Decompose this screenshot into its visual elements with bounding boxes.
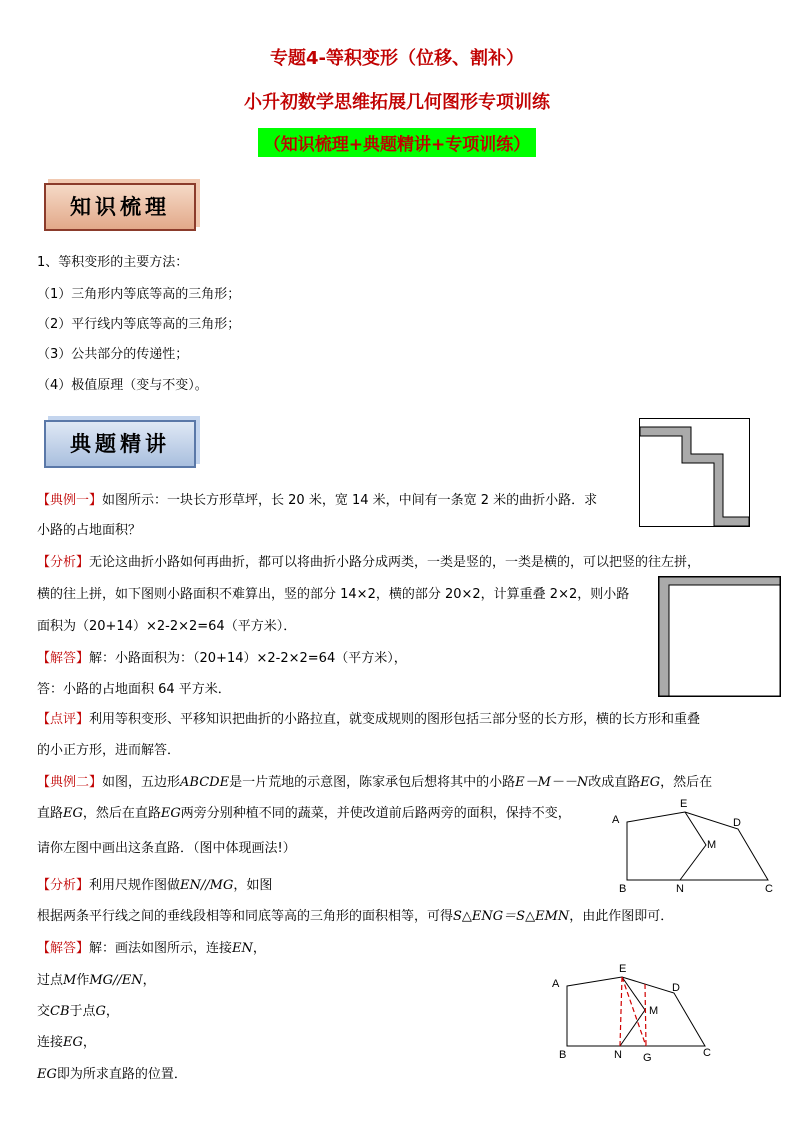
- ex2-s1-math: EN: [232, 941, 253, 956]
- methods-intro: 1、等积变形的主要方法：: [37, 255, 189, 270]
- ex2-s2-math: MG//EN: [89, 973, 143, 988]
- ex2-s3-g: G: [95, 1004, 106, 1019]
- label-C: C: [765, 883, 773, 895]
- ex2-analysis-line2: [37, 908, 673, 926]
- sol-label-N: N: [614, 1049, 622, 1061]
- rearranged-outline: [659, 577, 781, 697]
- ex2-s5-math: EG: [37, 1067, 57, 1082]
- label-E: E: [680, 798, 688, 810]
- label-D: D: [733, 817, 741, 829]
- ex1-question-line1: [37, 492, 597, 510]
- method-item-1: （1）三角形内等底等高的三角形；: [37, 287, 241, 302]
- ex2-q1-post: 改成直路: [588, 775, 641, 790]
- pentagon-outline: [627, 812, 768, 880]
- ex1-comment-tag: 【点评】: [37, 712, 90, 727]
- ex1-analysis-line2: 横的往上拼，如下图则小路面积不难算出，竖的部分 14×2，横的部分 20×2，计算重叠 2×2，则小路: [37, 587, 630, 602]
- ex2-a1-post: ，如图: [233, 878, 273, 893]
- method-item-3: （3）公共部分的传递性；: [37, 347, 189, 362]
- ex2-s2-m: M: [63, 973, 77, 988]
- solution-pentagon-outline: [567, 977, 705, 1046]
- ex2-s3-mid: 于点: [69, 1004, 96, 1019]
- ex2-pentagon-name: ABCDE: [180, 775, 230, 790]
- ex2-s4-pre: 连接: [37, 1035, 64, 1050]
- ex2-analysis-tag: 【分析】: [37, 878, 90, 893]
- ex2-s4-post: ，: [82, 1035, 96, 1050]
- ex1-solution-tag: 【解答】: [37, 651, 90, 666]
- figure-lawn-zigzag-path: [639, 418, 750, 527]
- ex2-question-line2: [37, 805, 571, 823]
- ex2-s2-post: ，: [142, 973, 156, 988]
- line-MG: [645, 984, 646, 1046]
- method-item-4: （4）极值原理（变与不变）。: [37, 378, 208, 393]
- ex2-question-line1: [37, 774, 712, 792]
- ex1-analysis-line3: 面积为（20+14）×2-2×2=64（平方米）．: [37, 619, 297, 634]
- ex2-question-line3: 请你左图中画出这条直路．（图中体现画法!）: [37, 841, 296, 856]
- ex2-a2-math: S△ENG＝S△EMN: [453, 909, 570, 924]
- ex2-tag: 【典例二】: [37, 775, 103, 790]
- ex2-solution-line4: [37, 1034, 96, 1052]
- sol-label-B: B: [559, 1049, 567, 1061]
- ex2-solution-line5: [37, 1066, 187, 1084]
- ex2-solution-line2: [37, 972, 156, 990]
- method-item-2: （2）平行线内等底等高的三角形；: [37, 317, 241, 332]
- ex2-a1-math: EN//MG: [180, 878, 234, 893]
- label-N: N: [676, 883, 684, 895]
- ex1-solution-line1: [37, 650, 407, 668]
- ex2-solution-line1: [37, 940, 266, 958]
- sol-label-G: G: [643, 1052, 652, 1064]
- sol-label-E: E: [619, 963, 627, 975]
- sol-label-A: A: [552, 978, 560, 990]
- ex2-q2-post: 两旁分别种植不同的蔬菜，并使改道前后路两旁的面积，保持不变，: [180, 806, 571, 821]
- ex1-comment-text1: 利用等积变形、平移知识把曲折的小路拉直，就变成规则的图形包括三部分竖的长方形，横的长方形和重叠: [89, 712, 701, 727]
- ex2-s3-pre: 交: [37, 1004, 51, 1019]
- sol-label-D: D: [672, 982, 680, 994]
- ex2-eg-3: EG: [160, 806, 181, 821]
- ex2-s3-post: ，: [105, 1004, 119, 1019]
- ex2-q2-mid: ，然后在直路: [82, 806, 161, 821]
- label-A: A: [612, 814, 620, 826]
- sol-label-C: C: [703, 1047, 711, 1059]
- section-label-examples: 典题精讲: [44, 420, 196, 468]
- ex2-s3-cb: CB: [50, 1004, 70, 1019]
- ex2-solution-tag: 【解答】: [37, 941, 90, 956]
- figure-pentagon-path: [608, 792, 782, 898]
- doc-tagline: （知识梳理+典题精讲+专项训练）: [258, 128, 537, 157]
- label-B: B: [619, 883, 627, 895]
- doc-tagline-wrap: [0, 128, 794, 157]
- sol-label-M: M: [649, 1005, 659, 1017]
- figure-solution-construction: [548, 960, 722, 1066]
- line-EN: [620, 977, 622, 1046]
- solution-winding-road: [620, 977, 645, 1046]
- ex2-eg-2: EG: [63, 806, 83, 821]
- ex2-analysis-line1: [37, 877, 272, 895]
- ex1-analysis-tag: 【分析】: [37, 555, 90, 570]
- label-M: M: [707, 839, 717, 851]
- ex1-question-line2: 小路的占地面积？: [37, 523, 142, 538]
- winding-road: [680, 812, 706, 880]
- ex2-solution-line3: [37, 1003, 119, 1021]
- doc-title: 专题4-等积变形（位移、割补）: [270, 48, 524, 69]
- ex2-s5-post: 即为所求直路的位置．: [56, 1067, 187, 1082]
- ex1-tag: 【典例一】: [37, 493, 103, 508]
- ex1-solution-text1: 解：小路面积为：（20+14）×2-2×2=64（平方米），: [89, 651, 407, 666]
- section-label-knowledge: 知识梳理: [44, 183, 196, 231]
- ex2-a2-post: ，由此作图即可．: [569, 909, 674, 924]
- ex2-s1-post: ，: [252, 941, 266, 956]
- line-EG: [622, 977, 646, 1046]
- doc-subtitle: 小升初数学思维拓展几何图形专项训练: [244, 92, 550, 113]
- ex2-path-name: E－M－－N: [515, 775, 589, 790]
- ex1-analysis-line1: [37, 554, 700, 572]
- ex2-a1-pre: 利用尺规作图做: [89, 878, 181, 893]
- ex1-question-text1: 如图所示：一块长方形草坪，长 20 米，宽 14 米，中间有一条宽 2 米的曲折小路．求: [102, 493, 598, 508]
- ex1-comment-line2: 的小正方形，进而解答．: [37, 743, 181, 758]
- ex2-s1-pre: 解：画法如图所示，连接: [89, 941, 233, 956]
- ex1-solution-line2: 答：小路的占地面积 64 平方米．: [37, 682, 231, 697]
- ex2-eg-1: EG: [640, 775, 661, 790]
- ex2-q1-pre: 如图，五边形: [102, 775, 181, 790]
- ex2-q2-pre: 直路: [37, 806, 64, 821]
- ex2-q1-mid: 是一片荒地的示意图，陈家承包后想将其中的小路: [229, 775, 516, 790]
- ex2-s4-math: EG: [63, 1035, 83, 1050]
- ex1-comment-line1: [37, 711, 700, 729]
- ex1-analysis-text1: 无论这曲折小路如何再曲折，都可以将曲折小路分成两类，一类是竖的，一类是横的，可以把竖的往左拼，: [89, 555, 701, 570]
- ex2-s2-pre: 过点: [37, 973, 64, 988]
- ex2-s2-mid: 作: [76, 973, 90, 988]
- figure-path-rearranged: [658, 576, 781, 697]
- ex2-q1-end: ，然后在: [660, 775, 713, 790]
- ex2-a2-pre: 根据两条平行线之间的垂线段相等和同底等高的三角形的面积相等，可得: [37, 909, 454, 924]
